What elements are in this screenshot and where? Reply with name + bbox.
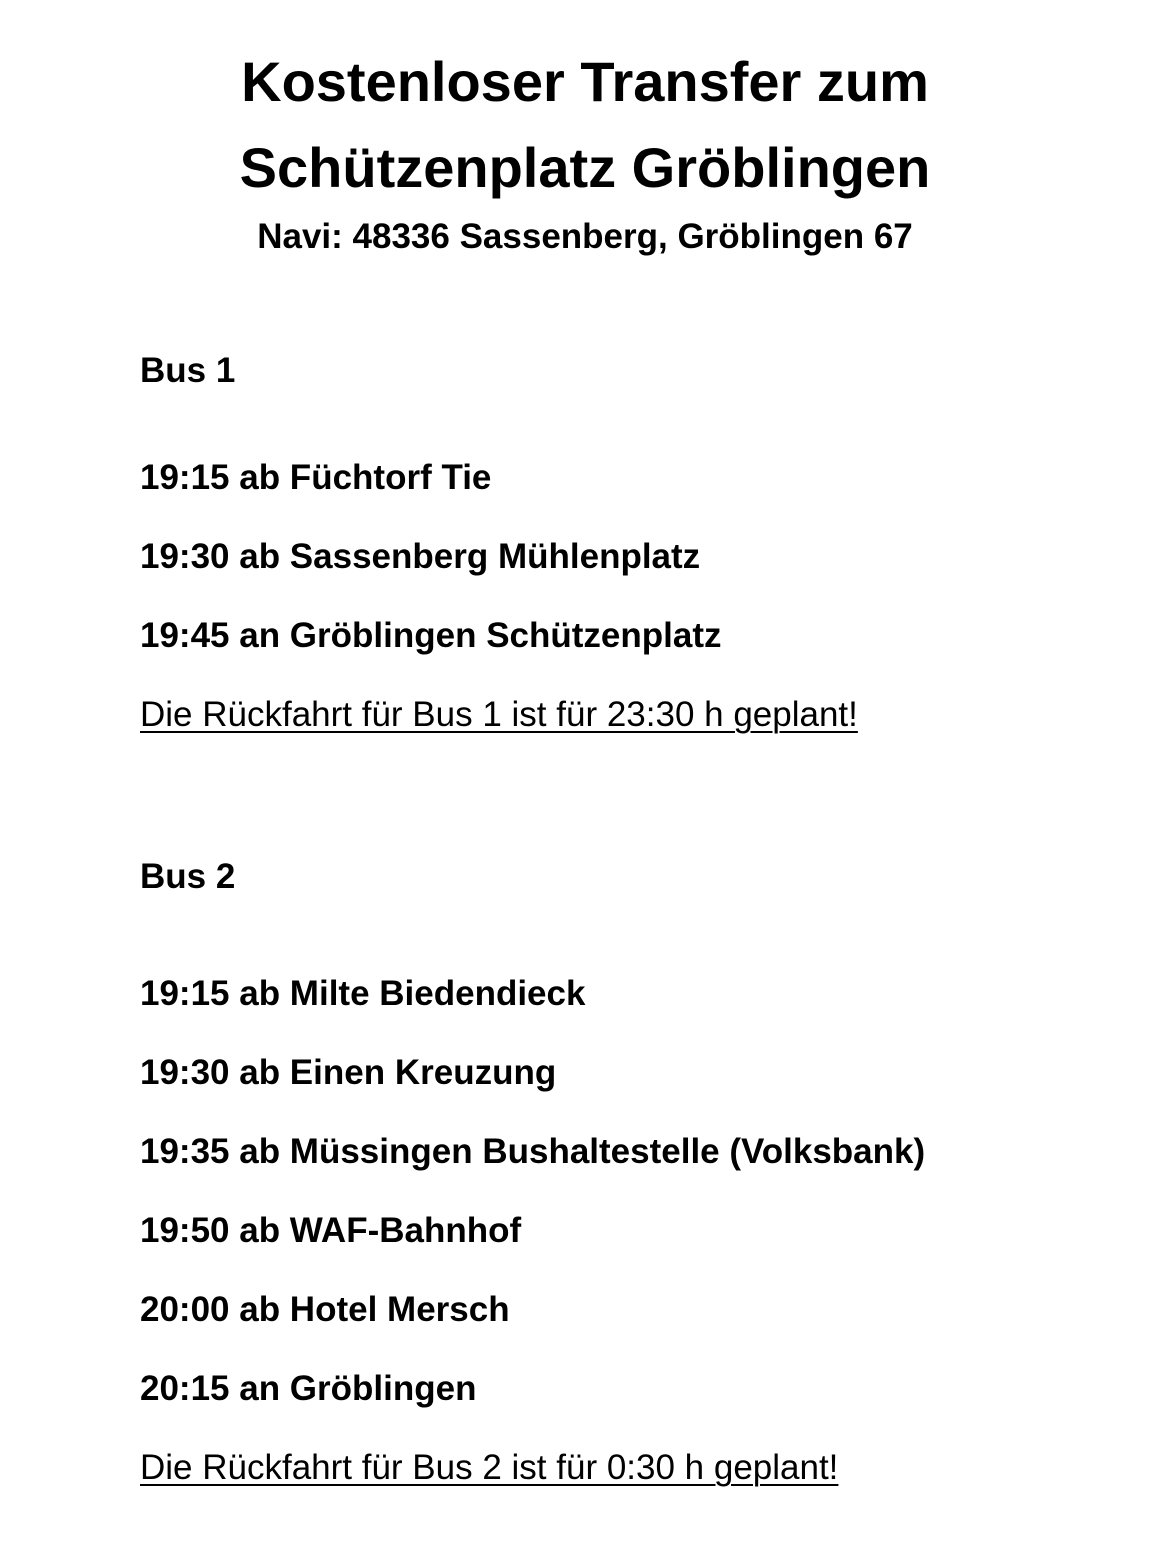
bus-1-return-note: Die Rückfahrt für Bus 1 ist für 23:30 h geplant! (140, 695, 858, 734)
page-title-line-1: Kostenloser Transfer zum (241, 50, 929, 113)
bus-2-stop: 19:30 ab Einen Kreuzung (140, 1053, 557, 1092)
page-title-line-2: Schützenplatz Gröblingen (239, 136, 931, 199)
bus-1-stop: 19:30 ab Sassenberg Mühlenplatz (140, 537, 701, 576)
bus-2-heading: Bus 2 (140, 857, 236, 896)
bus-1-stop: 19:15 ab Füchtorf Tie (140, 458, 492, 497)
bus-2-stop: 19:15 ab Milte Biedendieck (140, 974, 586, 1013)
bus-2-stop: 20:15 an Gröblingen (140, 1369, 477, 1408)
bus-2-return-note: Die Rückfahrt für Bus 2 ist für 0:30 h geplant! (140, 1448, 839, 1487)
bus-2-stop: 19:35 ab Müssingen Bushaltestelle (Volksbank) (140, 1132, 926, 1171)
bus-1-heading: Bus 1 (140, 351, 236, 390)
bus-2-stop: 19:50 ab WAF-Bahnhof (140, 1211, 522, 1250)
navi-address: Navi: 48336 Sassenberg, Gröblingen 67 (257, 217, 913, 256)
bus-2-stop: 20:00 ab Hotel Mersch (140, 1290, 510, 1329)
bus-1-stop: 19:45 an Gröblingen Schützenplatz (140, 616, 722, 655)
